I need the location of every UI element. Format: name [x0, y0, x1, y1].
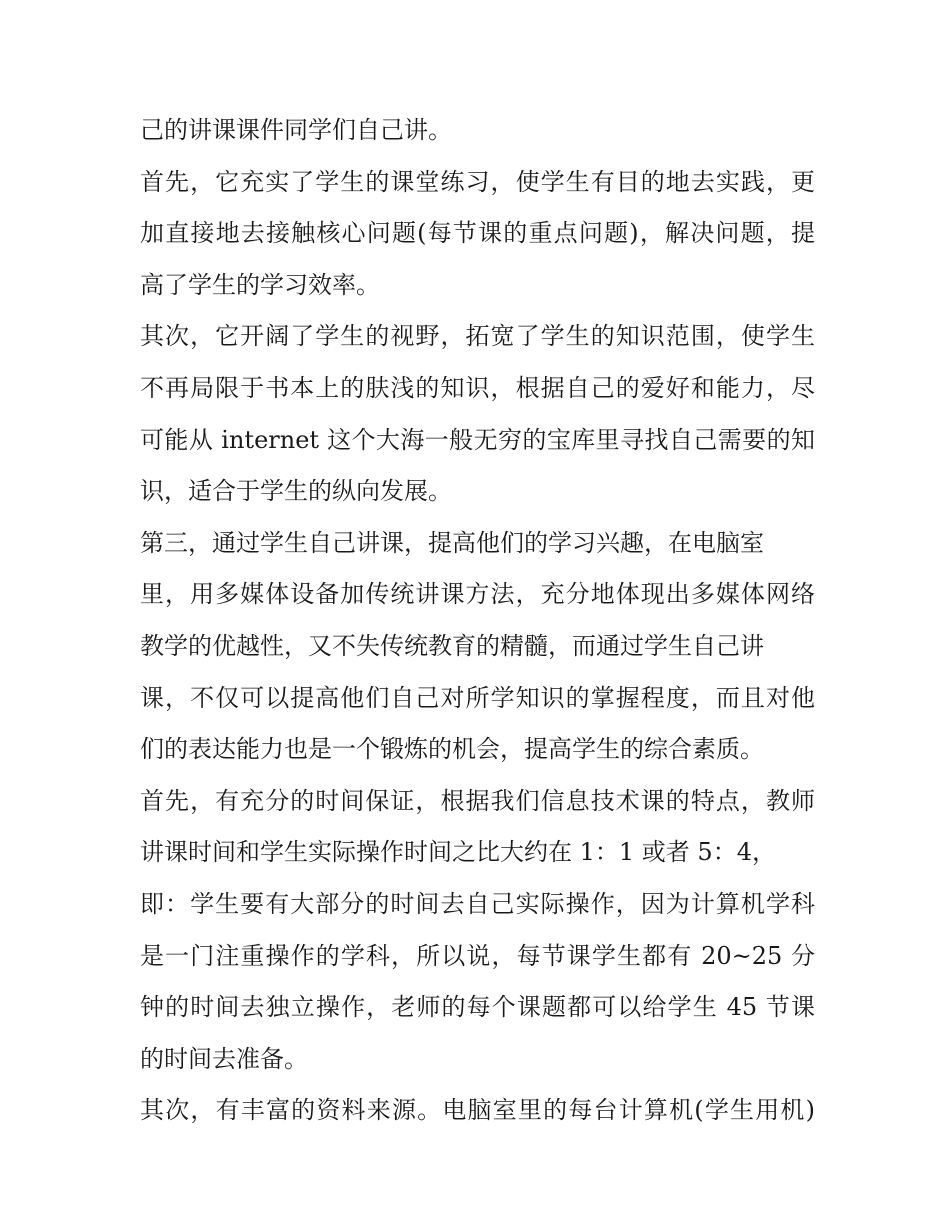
text-line: 是一门注重操作的学科，所以说，每节课学生都有 20~25 分 [140, 941, 815, 970]
text-line: 首先，它充实了学生的课堂练习，使学生有目的地去实践，更 [140, 167, 815, 196]
text-line: 钟的时间去独立操作，老师的每个课题都可以给学生 45 节课 [140, 993, 815, 1022]
text-line: 己的讲课课件同学们自己讲。 [140, 116, 452, 144]
text-line: 课，不仅可以提高他们自己对所学知识的掌握程度，而且对他 [140, 683, 815, 712]
text-line: 讲课时间和学生实际操作时间之比大约在 1：1 或者 5：4， [140, 838, 776, 867]
text-line: 里，用多媒体设备加传统讲课方法，充分地体现出多媒体网络 [140, 580, 815, 609]
text-line: 首先，有充分的时间保证，根据我们信息技术课的特点，教师 [140, 786, 815, 815]
text-line: 教学的优越性，又不失传统教育的精髓，而通过学生自己讲 [140, 631, 764, 660]
text-line: 加直接地去接触核心问题(每节课的重点问题)，解决问题，提 [140, 219, 815, 248]
text-line: 其次，有丰富的资料来源。电脑室里的每台计算机(学生用机) [140, 1096, 815, 1125]
text-line: 不再局限于书本上的肤浅的知识，根据自己的爱好和能力，尽 [140, 373, 815, 402]
text-line: 识，适合于学生的纵向发展。 [140, 477, 452, 506]
text-line: 即：学生要有大部分的时间去自己实际操作，因为计算机学科 [140, 889, 815, 918]
text-line: 们的表达能力也是一个锻炼的机会，提高学生的综合素质。 [140, 735, 764, 764]
text-line: 高了学生的学习效率。 [140, 270, 380, 299]
text-line: 第三，通过学生自己讲课，提高他们的学习兴趣，在电脑室 [140, 528, 764, 557]
text-line: 其次，它开阔了学生的视野，拓宽了学生的知识范围，使学生 [140, 322, 815, 351]
text-line: 的时间去准备。 [140, 1044, 308, 1073]
document-page [140, 105, 815, 1137]
text-line: 可能从 internet 这个大海一般无穷的宝库里寻找自己需要的知 [140, 425, 815, 454]
